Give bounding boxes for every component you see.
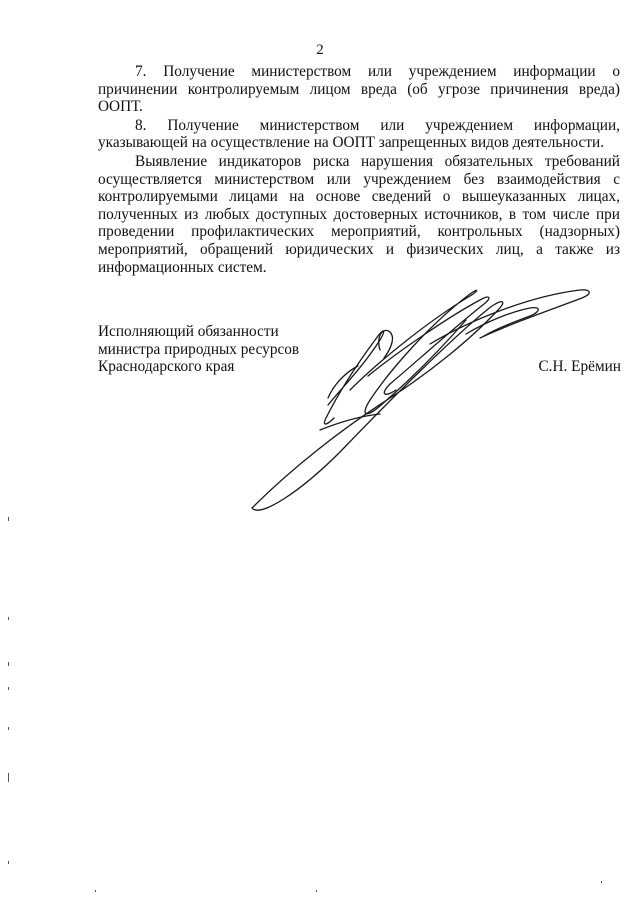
signer-title-line: Краснодарского края xyxy=(98,358,235,376)
signer-title-line: Исполняющий обязанности xyxy=(98,323,279,340)
paragraph-item-8: 8. Получение министерством или учреждением информации, указывающей на осуществление на ООПТ запрещенных видов деятельности. xyxy=(98,116,620,152)
page-number: 2 xyxy=(316,42,324,58)
paragraph-item-7: 7. Получение министерством или учреждением информации о причинении контролируемым лицом вреда (об угрозе причинения вреда) ООПТ. xyxy=(98,63,620,116)
signer-title-line: министра природных ресурсов xyxy=(98,340,300,358)
paragraph-risk-indicators: Выявление индикаторов риска нарушения обязательных требований осуществляется министерством или учреждением без взаимодействия с контролируемыми лицами на основе сведений о вышеуказанных лицах, полученных из любых доступных достоверных источников, в том числе при проведении профилактических мероприятий, контрольных (надзорных) мероприятий, обращений юридических и физических лиц, а также из информационных систем. xyxy=(98,152,620,276)
signer-name: С.Н. Ерёмин xyxy=(538,358,621,375)
